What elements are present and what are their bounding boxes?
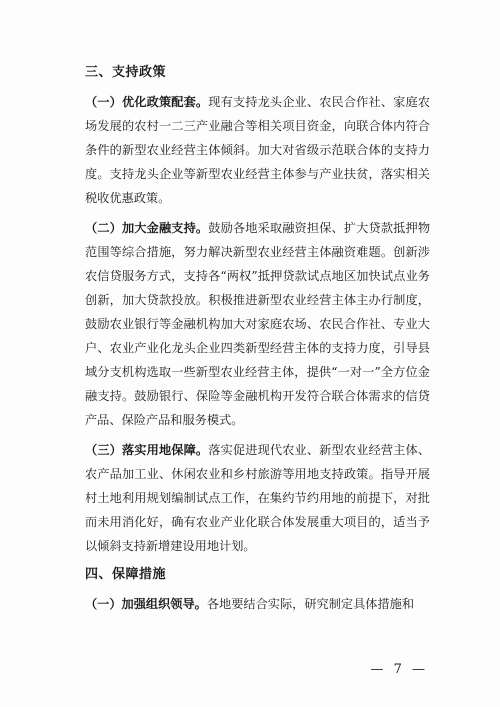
paragraph-lead: （一）加强组织领导。 bbox=[85, 597, 207, 611]
section-heading-safeguard-measures: 四、保障措施 bbox=[85, 567, 167, 582]
paragraph-lead: （二）加大金融支持。 bbox=[85, 221, 209, 235]
paragraph-policy-coordination bbox=[85, 90, 430, 210]
section-heading-support-policies: 三、支持政策 bbox=[85, 65, 167, 80]
paragraph-land-guarantee bbox=[85, 438, 430, 558]
paragraph-text: 各地要结合实际，研究制定具体措施和 bbox=[206, 597, 415, 611]
paragraph-text: 鼓励各地采取融资担保、扩大贷款抵押物范围等综合措施，努力解决新型农业经营主体融资难题。创新涉农信贷服务方式，支持各“两权”抵押贷款试点地区加快试点业务创新，加大贷款投放。积极推进新型农业经营主体主办行制度，鼓励农业银行等金融机构加大对家庭农场、农民合作社、专业大户、农业产业化龙头企业四类新型经营主体的支持力度，引导县域分支机构选取一些新型农业经营主体，提供“一对一”全方位金融支持。鼓励银行、保险等金融机构开发符合联合体需求的信贷产品、保险产品和服务模式。 bbox=[85, 221, 431, 427]
paragraph-text: 落实促进现代农业、新型农业经营主体、农产品加工业、休闲农业和乡村旅游等用地支持政策。指导开展村土地利用规划编制试点工作，在集约节约用地的前提下，对批而未用消化好，确有农业产业化联合体发展重大项目的，适当予以倾斜支持新增建设用地计划。 bbox=[85, 443, 431, 553]
paragraph-lead: （一）优化政策配套。 bbox=[85, 95, 209, 109]
page-number: — 7 — bbox=[370, 662, 428, 677]
paragraph-organizational-leadership bbox=[85, 592, 430, 616]
paragraph-financial-support bbox=[85, 216, 430, 432]
document-body bbox=[85, 62, 430, 622]
paragraph-lead: （三）落实用地保障。 bbox=[85, 443, 209, 457]
paragraph-text: 现有支持龙头企业、农民合作社、家庭农场发展的农村一二三产业融合等相关项目资金，向联合体内符合条件的新型农业经营主体倾斜。加大对省级示范联合体的支持力度。支持龙头企业等新型农业经营主体参与产业扶贫，落实相关税收优惠政策。 bbox=[85, 95, 431, 205]
